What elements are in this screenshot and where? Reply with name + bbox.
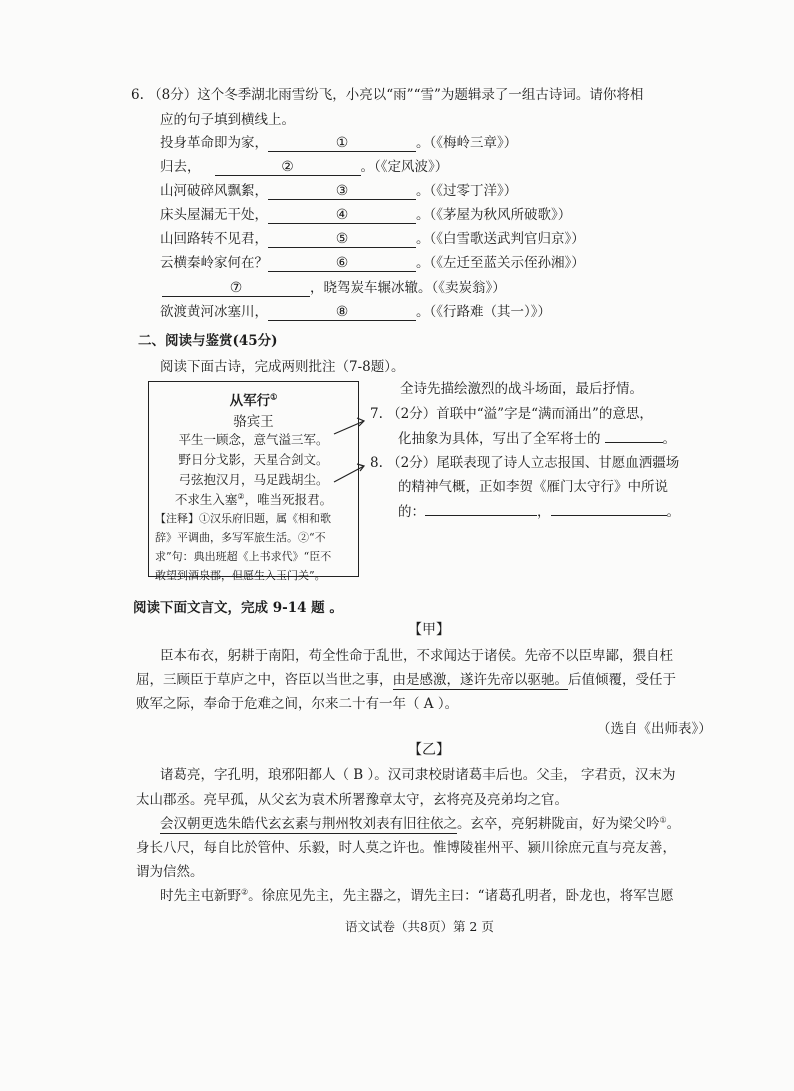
q6-answer-blank[interactable]	[268, 183, 416, 200]
q8-answer-blank-2[interactable]	[551, 499, 667, 516]
poem-title: 从军行①	[229, 391, 278, 409]
q6-row	[160, 131, 517, 152]
q8-line2: 的精神气概，正如李贺《雁门太守行》中所说	[398, 479, 668, 495]
q6-row-prefix: 床头屋漏无干处，	[160, 207, 268, 223]
q6-row-suffix: 。（《白雪歌送武判官归京》）	[416, 231, 585, 247]
q6-row	[160, 155, 448, 176]
q6-answer-blank[interactable]	[162, 280, 310, 297]
yi-paragraph-line4: 身长八尺，每自比於管仲、乐毅，时人莫之许也。惟博陵崔州平、颍川徐庶元直与亮友善，	[136, 840, 676, 856]
q6-row	[160, 251, 585, 272]
q7-line2: 化抽象为具体，写出了全军将士的 。	[398, 426, 676, 447]
poem-line-1: 平生一顾念，意气溢三军。	[178, 432, 329, 447]
jia-paragraph-line3: 败军之际，奉命于危难之间，尔来二十有一年（ A ）。	[136, 696, 459, 712]
poem-line-3: 弓弦抱汉月，马足践胡尘。	[178, 472, 329, 487]
q6-row-suffix: 。（《定风波》）	[360, 159, 449, 175]
poem-author: 骆宾王	[233, 414, 274, 430]
q6-blank-number: ⑧	[335, 304, 349, 320]
q6-answer-blank[interactable]	[268, 304, 416, 321]
poem-summary-annotation: 全诗先描绘激烈的战斗场面，最后抒情。	[400, 381, 643, 397]
yi-footnote-mark-1: ①	[659, 815, 667, 825]
yi-paragraph-line5: 谓为信然。	[136, 864, 204, 880]
poem-line-2: 野日分戈影，天星合剑文。	[178, 452, 329, 467]
q7-answer-blank[interactable]	[605, 426, 663, 443]
jia-underlined-sentence: 由是感激，遂许先帝以驱驰。	[392, 672, 568, 688]
q8-answer-blank-1[interactable]	[425, 499, 537, 516]
jia-source: （选自《出师表》）	[597, 721, 712, 737]
poem-note-line: 辞》平调曲，多写军旅生活。②“不	[155, 531, 326, 544]
poem-note-line: 敢望到酒泉郡，但愿生入玉门关”。	[155, 569, 326, 582]
passage-jia-label: 【甲】	[408, 622, 450, 638]
q6-answer-blank[interactable]	[215, 159, 361, 176]
q6-answer-blank[interactable]	[268, 135, 416, 152]
q8-line3: 的： ， 。	[398, 499, 680, 520]
q6-row-suffix: 。（《左迁至蓝关示侄孙湘》）	[416, 255, 585, 271]
q6-row	[160, 203, 571, 224]
q6-answer-blank[interactable]	[268, 255, 416, 272]
q6-row-prefix: 山河破碎风飘絮，	[160, 183, 268, 199]
q6-row-suffix: 。（《茅屋为秋风所破歌》）	[416, 207, 572, 223]
q6-row-prefix: 欲渡黄河冰塞川，	[160, 304, 268, 320]
q6-row-prefix: 云横秦岭家何在？	[160, 255, 268, 271]
q6-row-suffix: 。（《梅岭三章》）	[416, 135, 518, 151]
poem-notes	[155, 509, 353, 585]
q6-answer-blank[interactable]	[268, 231, 416, 248]
q6-row	[160, 179, 517, 200]
poem-box	[148, 381, 359, 582]
q6-answer-blank[interactable]	[268, 207, 416, 224]
q6-blank-number: ③	[335, 183, 349, 199]
passage-yi-label: 【乙】	[408, 742, 450, 758]
q6-row-prefix: 归去，	[160, 159, 201, 175]
yi-paragraph-line1: 诸葛亮，字孔明，琅邪阳都人（ B ）。汉司隶校尉诸葛丰后也。父圭， 字君贡，汉末为	[160, 767, 676, 783]
yi-footnote-mark-2: ②	[241, 887, 249, 897]
yi-paragraph-line6: 时先主屯新野②。徐庶见先主，先主器之，谓先主曰：“诸葛孔明者，卧龙也，将军岂愿	[160, 887, 674, 904]
classical-instruction: 阅读下面文言文，完成 9-14 题 。	[133, 600, 343, 616]
q6-blank-number: ⑥	[335, 255, 349, 271]
jia-paragraph-line1: 臣本布衣，躬耕于南阳，苟全性命于乱世，不求闻达于诸侯。先帝不以臣卑鄙，猥自枉	[160, 648, 673, 664]
annotation-arrows	[330, 410, 370, 490]
q6-row-suffix: 。（《过零丁洋》）	[416, 183, 518, 199]
page-footer: 语文试卷（共8页）第 2 页	[345, 919, 494, 934]
yi-underlined-sentence: 会汉朝更选朱皓代玄玄素与荆州牧刘表有旧往依之	[160, 816, 457, 832]
q6-intro-line2: 应的句子填到横线上。	[160, 112, 295, 128]
poem-line-4: 不求生入塞②，唯当死报君。	[174, 491, 333, 507]
q6-row-suffix: 。（《行路难（其一）》）	[416, 304, 551, 320]
q7-line1: 7. （2分）首联中“溢”字是“满而涌出”的意思，	[370, 406, 653, 422]
q8-line1: 8. （2分）尾联表现了诗人立志报国、甘愿血洒疆场	[370, 455, 680, 471]
section-heading: 二、阅读与鉴赏(45分)	[138, 333, 278, 349]
poem-note-line: 【注释】①汉乐府旧题，属《相和歌	[155, 512, 331, 525]
poem-line4-footnote-mark: ②	[237, 491, 245, 501]
yi-paragraph-line2: 太山郡丞。亮早孤，从父玄为袁术所署豫章太守，玄将亮及亮弟均之官。	[136, 792, 568, 808]
section-instruction: 阅读下面古诗，完成两则批注（7-8题）。	[160, 359, 405, 375]
jia-paragraph-line2: 屈，三顾臣于草庐之中，咨臣以当世之事，由是感激，遂许先帝以驱驰。后值倾覆，受任于	[136, 672, 676, 688]
poem-note-line: 求”句：典出班超《上书求代》“臣不	[155, 550, 332, 563]
q6-row	[160, 300, 551, 321]
q6-blank-number: ①	[335, 135, 349, 151]
q6-row-prefix: 投身革命即为家，	[160, 135, 268, 151]
q6-blank-number: ⑤	[335, 231, 349, 247]
yi-paragraph-line3: 会汉朝更选朱皓代玄玄素与荆州牧刘表有旧往依之。玄卒，亮躬耕陇亩，好为梁父吟①。	[160, 815, 681, 832]
q6-row-prefix: 山回路转不见君，	[160, 231, 268, 247]
q6-blank-number: ②	[281, 159, 294, 175]
q6-blank-number: ⑦	[229, 280, 243, 296]
q6-row	[160, 227, 585, 248]
poem-title-footnote-mark: ①	[270, 391, 278, 402]
q6-row-suffix: ，晓驾炭车辗冰辙。（《卖炭翁》）	[310, 280, 506, 296]
q6-row	[160, 276, 506, 297]
q6-intro-line1: 6. （8分）这个冬季湖北雨雪纷飞，小亮以“雨”“雪”为题辑录了一组古诗词。请你将相	[131, 87, 644, 103]
q6-blank-number: ④	[335, 207, 349, 223]
